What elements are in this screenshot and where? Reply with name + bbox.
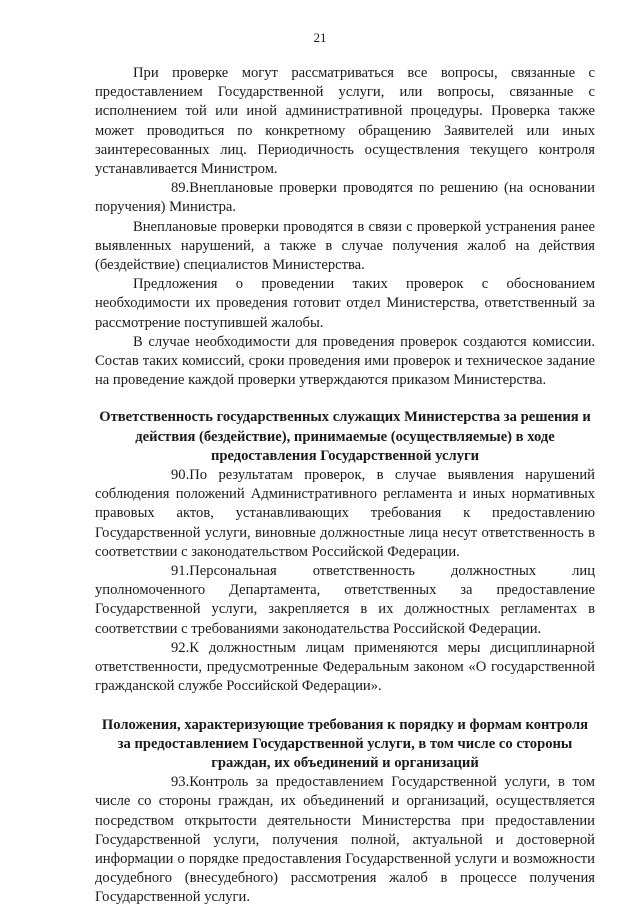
section-heading-control-requirements: Положения, характеризующие требования к порядку и формам контроля за предоставлением Государственной услуги, в том числе со стороны граждан, их объединений и организаций [101, 716, 589, 771]
paragraph-item-90 [95, 466, 595, 562]
paragraph-commissions: В случае необходимости для проведения проверок создаются комиссии. Состав таких комиссий, сроки проведения ими проверок и техническое задание на проведение каждой проверки утверждаются приказом Министерства. [95, 333, 595, 389]
paragraph-text: Контроль за предоставлением Государственной услуги, в том числе со стороны граждан, их объединений и организаций, осуществляется посредством открытости деятельности Министерства при предоставлении Государственной услуги, получения полной, актуальной и достоверной информации о порядке предоставления Государственной услуги и возможности досудебного (внесудебного) рассмотрения жалоб в процессе получения Государственной услуги. [95, 774, 595, 906]
paragraph-text: Внеплановые проверки проводятся по решению (на основании поручения) Министра. [95, 180, 595, 216]
paragraph-text: По результатам проверок, в случае выявления нарушений соблюдения положений Административного регламента и иных нормативных правовых актов, устанавливающих требования к предоставлению Государственной услуги, виновные должностные лица несут ответственность в соответствии с законодательством Российской Федерации. [95, 467, 595, 560]
paragraph-item-92 [95, 639, 595, 697]
paragraph-text: Персональная ответственность должностных лиц уполномоченного Департамента, ответственных за предоставление Государственной услуги, закрепляется в их должностных регламентах в соответствии с требованиями законодательства Российской Федерации. [95, 563, 595, 637]
page-content [95, 64, 595, 908]
paragraph-inspection-scope: При проверке могут рассматриваться все вопросы, связанные с предоставлением Государственной услуги, или вопросы, связанные с исполнением той или иной административной процедуры. Проверка также может проводиться по конкретному обращению Заявителей или иных заинтересованных лиц. Периодичность осуществления текущего контроля устанавливается Министром. [95, 65, 595, 178]
item-number: 91. [171, 563, 190, 580]
paragraph-item-91 [95, 562, 595, 639]
item-number: 93. [171, 774, 190, 791]
item-number: 89. [171, 180, 190, 197]
paragraph-item-89 [95, 179, 595, 217]
paragraph-check-proposals: Предложения о проведении таких проверок с обоснованием необходимости их проведения готовит отдел Министерства, ответственный за рассмотрение поступившей жалобы. [95, 276, 595, 331]
item-number: 90. [171, 467, 190, 484]
page-number: 21 [313, 30, 327, 45]
paragraph-item-93 [95, 773, 595, 907]
item-number: 92. [171, 639, 190, 656]
section-heading-responsibility: Ответственность государственных служащих Министерства за решения и действия (бездействие), принимаемые (осуществляемые) в ходе предоставления Государственной услуги [99, 409, 591, 464]
paragraph-unscheduled-checks: Внеплановые проверки проводятся в связи с проверкой устранения ранее выявленных нарушений, а также в случае получения жалоб на действия (бездействие) специалистов Министерства. [95, 218, 595, 274]
paragraph-text: К должностным лицам применяются меры дисциплинарной ответственности, предусмотренные Федеральным законом «О государственной гражданской службе Российской Федерации». [95, 639, 595, 695]
